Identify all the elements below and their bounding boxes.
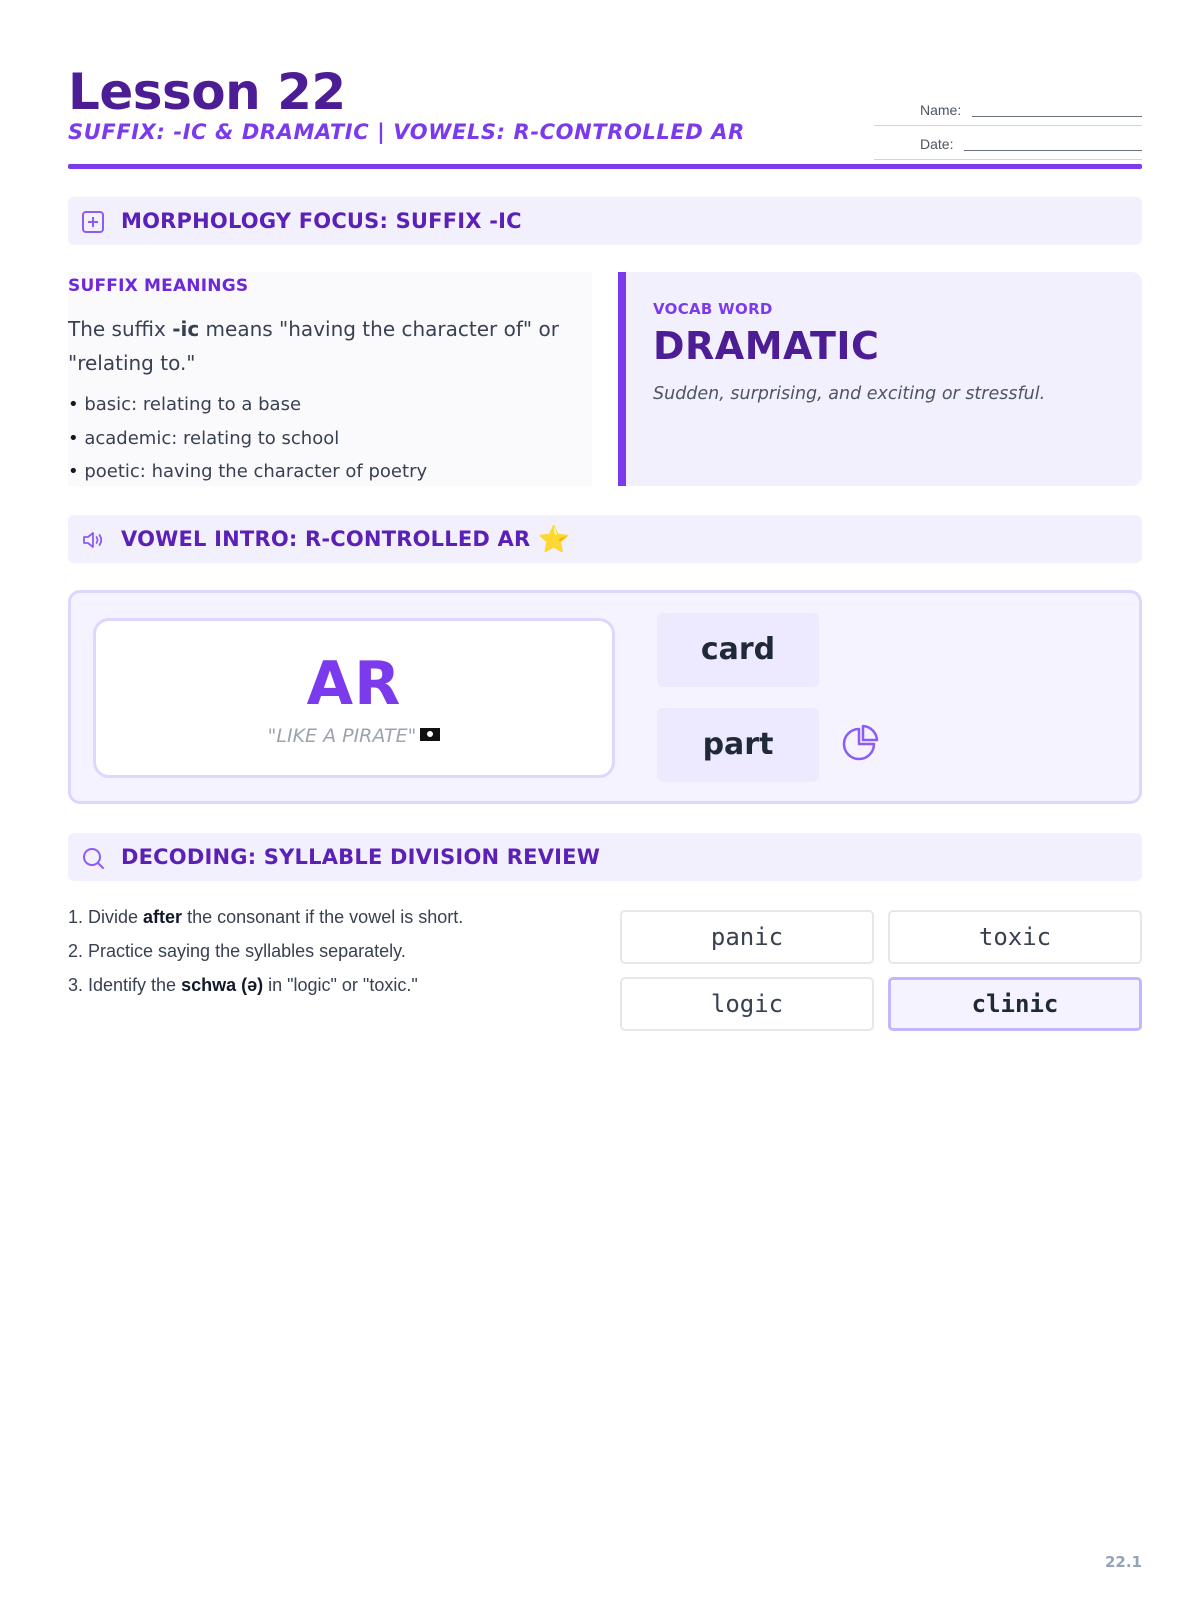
mnemonic xyxy=(96,725,612,747)
name-label: Name: xyxy=(920,102,962,118)
vocab-label: VOCAB WORD xyxy=(653,300,773,318)
suffix-intro-text-end: means "having the character of" or "relating to." xyxy=(68,317,559,375)
pattern-card xyxy=(93,618,615,778)
vowel-panel xyxy=(68,590,1142,804)
word-tile-part: part xyxy=(657,708,819,782)
speaker-icon xyxy=(80,527,106,553)
step-bold: schwa (ə) xyxy=(181,975,264,995)
suffix-intro xyxy=(68,312,588,380)
vowel-section-header xyxy=(68,515,1142,563)
list-item: • academic: relating to school xyxy=(68,422,427,456)
step-text: 1. Divide xyxy=(68,907,144,927)
vocab-definition: Sudden, surprising, and exciting or stressful. xyxy=(653,384,1046,404)
word-tile-panic: panic xyxy=(620,910,874,964)
decoding-section-title: DECODING: SYLLABLE DIVISION REVIEW xyxy=(121,845,601,869)
list-item xyxy=(68,900,598,934)
star-icon: ⭐ xyxy=(537,525,571,555)
pirate-flag-icon xyxy=(420,728,440,741)
header-divider xyxy=(68,164,1142,169)
name-line xyxy=(972,115,1142,117)
mnemonic-text: "LIKE A PIRATE" xyxy=(267,725,417,747)
morphology-section-title: MORPHOLOGY FOCUS: SUFFIX -IC xyxy=(121,209,522,233)
morphology-section-header xyxy=(68,197,1142,245)
lesson-header xyxy=(68,62,1142,170)
name-date-fields xyxy=(874,92,1142,160)
step-bold: after xyxy=(143,907,183,927)
word-tile-card: card xyxy=(657,613,819,687)
search-icon xyxy=(80,845,106,871)
word-tile-clinic: clinic xyxy=(888,977,1142,1031)
date-line xyxy=(964,149,1142,151)
step-text: 2. Practice saying the syllables separately. xyxy=(68,941,406,961)
plus-square-icon xyxy=(80,209,106,235)
suffix-meanings-panel xyxy=(68,272,592,486)
suffix-example-list xyxy=(68,388,427,489)
decoding-steps xyxy=(68,900,598,1002)
page-number: 22.1 xyxy=(1104,1553,1142,1571)
suffix-meanings-heading: SUFFIX MEANINGS xyxy=(68,276,249,296)
lesson-subtitle: SUFFIX: -IC & DRAMATIC | VOWELS: R-CONTROLLED AR xyxy=(68,120,745,144)
word-tile-logic: logic xyxy=(620,977,874,1031)
decoding-section-header xyxy=(68,833,1142,881)
lesson-title: Lesson 22 xyxy=(68,63,346,121)
suffix-intro-text: The suffix xyxy=(68,317,173,341)
vocab-word: DRAMATIC xyxy=(653,324,880,368)
vocab-word-card xyxy=(618,272,1142,486)
list-item: • poetic: having the character of poetry xyxy=(68,455,427,489)
suffix-intro-bold: -ic xyxy=(172,317,200,341)
name-field[interactable] xyxy=(874,92,1142,126)
step-text-end: the consonant if the vowel is short. xyxy=(182,907,464,927)
step-text-end: in "logic" or "toxic." xyxy=(263,975,418,995)
vowel-section-title xyxy=(121,515,570,564)
list-item xyxy=(68,968,598,1002)
list-item: • basic: relating to a base xyxy=(68,388,427,422)
vowel-section-title-text: VOWEL INTRO: R-CONTROLLED AR xyxy=(121,527,531,551)
step-text: 3. Identify the xyxy=(68,975,182,995)
vowel-pattern: AR xyxy=(306,649,402,719)
date-field[interactable] xyxy=(874,126,1142,160)
word-tile-toxic: toxic xyxy=(888,910,1142,964)
date-label: Date: xyxy=(920,136,954,152)
list-item xyxy=(68,934,598,968)
pie-chart-icon xyxy=(841,723,881,763)
